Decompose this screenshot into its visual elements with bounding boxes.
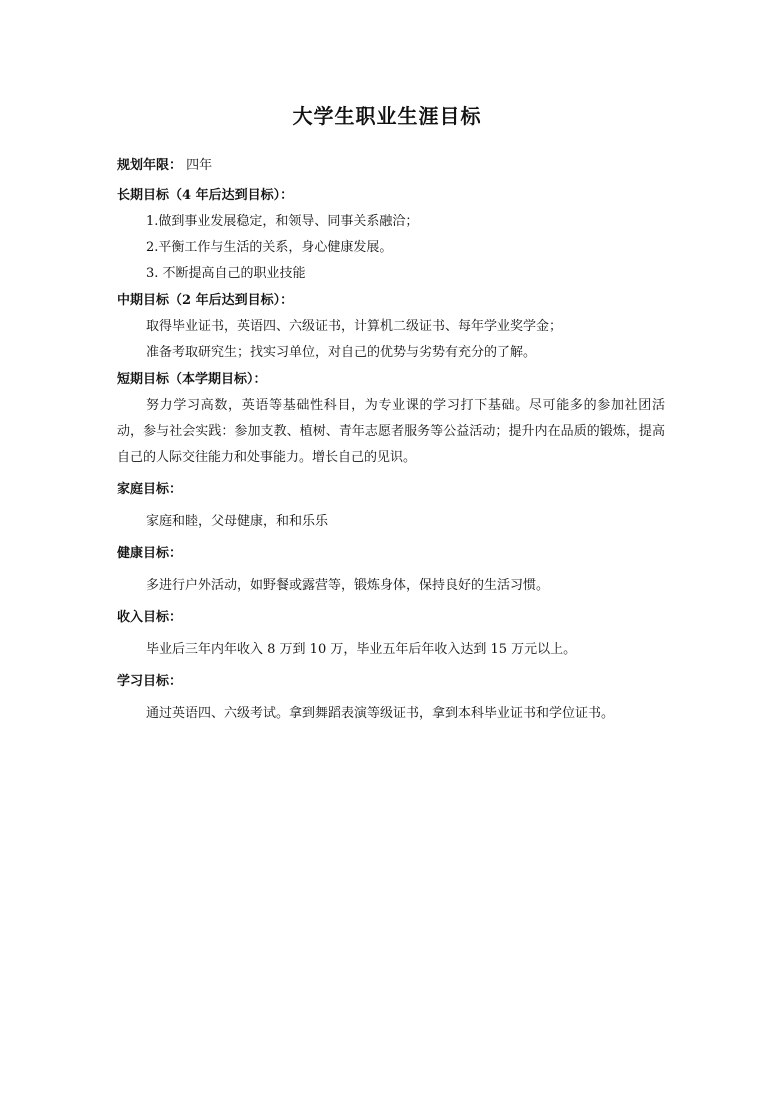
plan-period-value: 四年 bbox=[186, 158, 213, 173]
mid-term-item: 取得毕业证书，英语四、六级证书，计算机二级证书、每年学业奖学金； bbox=[146, 319, 563, 334]
family-heading: 家庭目标： bbox=[117, 482, 183, 497]
health-heading: 健康目标： bbox=[117, 546, 183, 561]
short-term-paragraph: 努力学习高数，英语等基础性科目，为专业课的学习打下基础。尽可能多的参加社团活动，参与社会实践：参加支教、植树、青年志愿者服务等公益活动；提升内在品质的锻炼，提高自己的人际交往能力和处事能力。增长自己的见识。 bbox=[117, 398, 665, 465]
family-text: 家庭和睦，父母健康，和和乐乐 bbox=[146, 514, 329, 529]
long-term-item: 3. 不断提高自己的职业技能 bbox=[146, 266, 306, 281]
plan-period-label: 规划年限： bbox=[117, 158, 183, 173]
long-term-heading: 长期目标（4 年后达到目标）： bbox=[117, 188, 294, 203]
short-term-heading: 短期目标（本学期目标）： bbox=[117, 372, 267, 387]
mid-term-heading: 中期目标（2 年后达到目标）： bbox=[117, 293, 294, 308]
mid-term-item: 准备考取研究生；找实习单位，对自己的优势与劣势有充分的了解。 bbox=[146, 345, 537, 360]
long-term-item: 1.做到事业发展稳定，和领导、同事关系融洽； bbox=[146, 214, 419, 229]
health-text: 多进行户外活动，如野餐或露营等，锻炼身体，保持良好的生活习惯。 bbox=[146, 578, 550, 593]
plan-period-row bbox=[117, 153, 665, 179]
long-term-item: 2.平衡工作与生活的关系，身心健康发展。 bbox=[146, 240, 393, 255]
document-body bbox=[117, 153, 665, 727]
study-text: 通过英语四、六级考试。拿到舞蹈表演等级证书，拿到本科毕业证书和学位证书。 bbox=[146, 706, 615, 721]
study-heading: 学习目标： bbox=[117, 674, 183, 689]
page-title: 大学生职业生涯目标 bbox=[292, 104, 482, 128]
income-text: 毕业后三年内年收入 8 万到 10 万，毕业五年后年收入达到 15 万元以上。 bbox=[146, 642, 577, 657]
income-heading: 收入目标： bbox=[117, 610, 183, 625]
